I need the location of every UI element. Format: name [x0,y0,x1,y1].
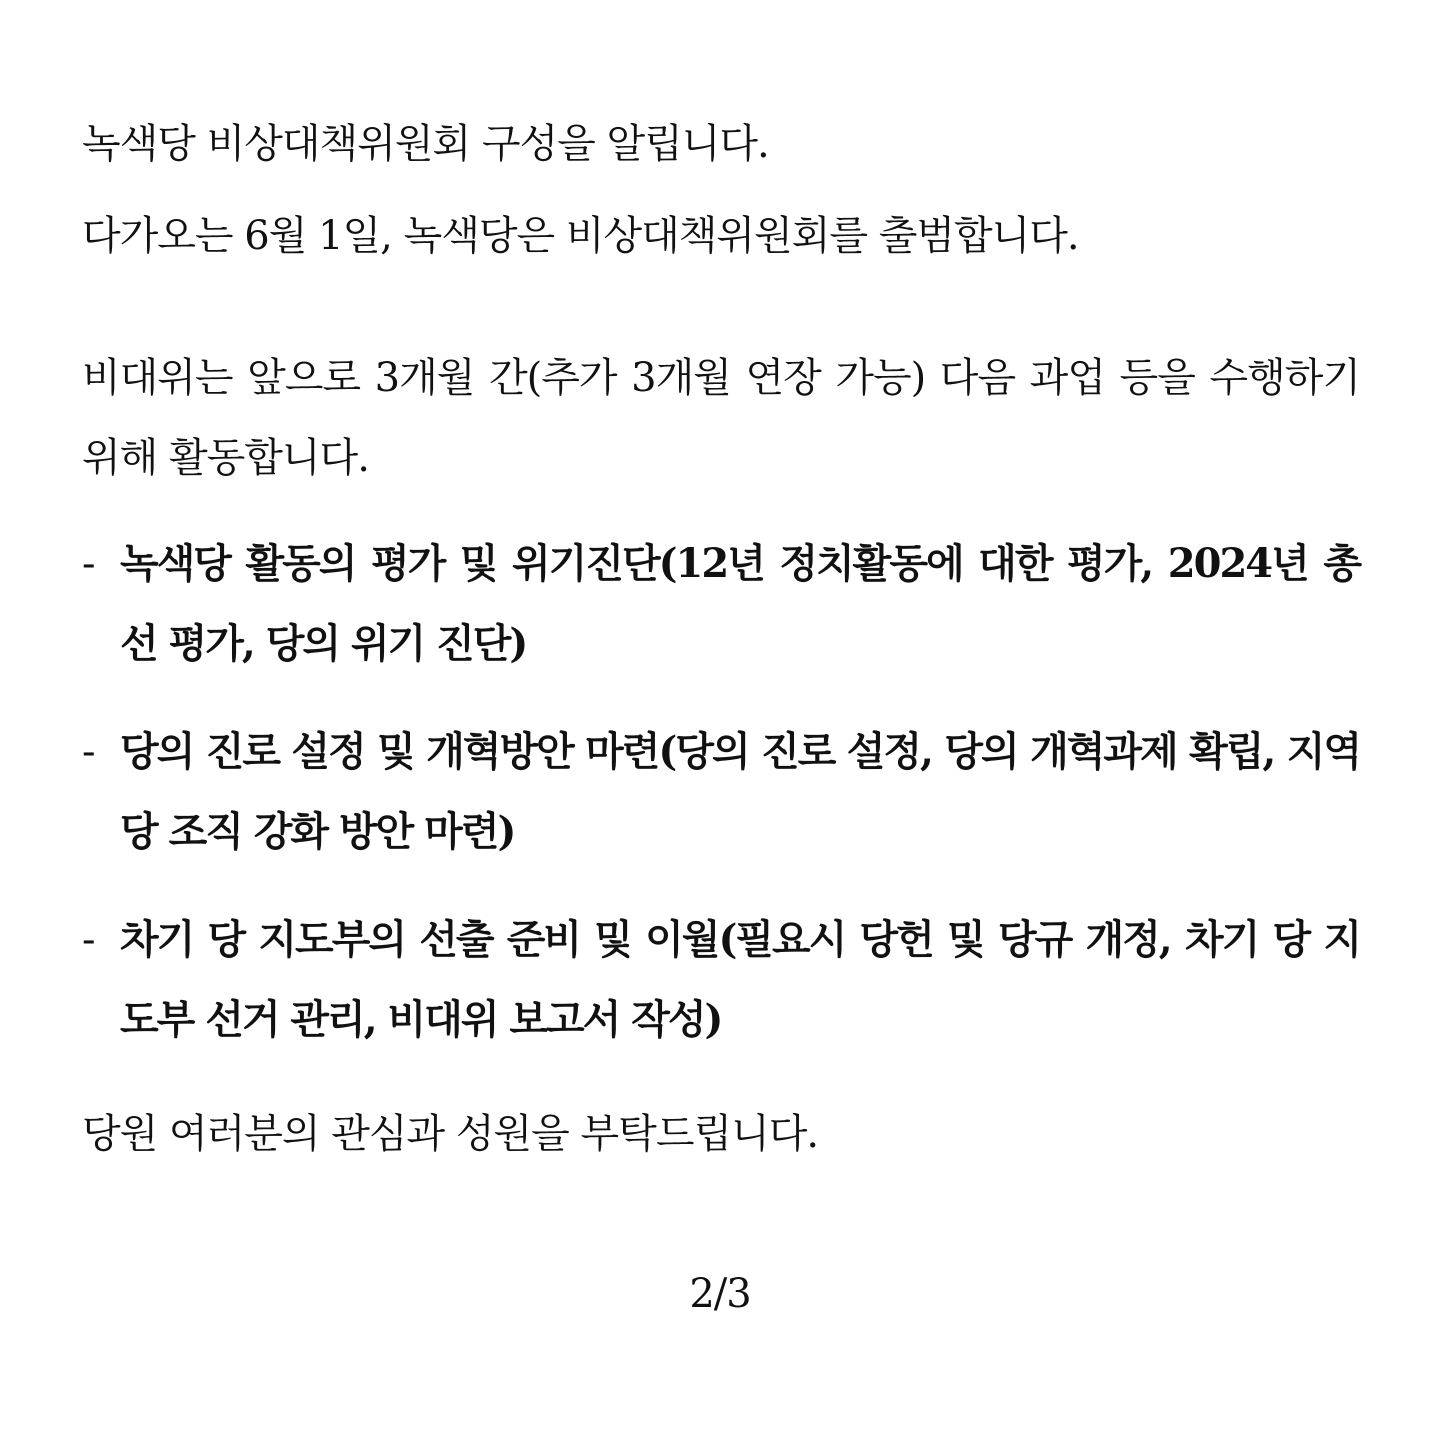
task-item-leadership [82,900,1360,1060]
launch-announcement: 다가오는 6월 1일, 녹색당은 비상대책위원회를 출범합니다. [82,213,1079,259]
notice-heading: 녹색당 비상대책위원회 구성을 알립니다. [82,121,769,167]
task-item-text: 차기 당 지도부의 선출 준비 및 이월(필요시 당헌 및 당규 개정, 차기 당 지도부 선거 관리, 비대위 보고서 작성) [120,916,1360,1043]
bullet-dash: - [82,541,94,587]
bullet-dash: - [82,917,94,963]
bullet-dash: - [82,729,94,775]
intro-paragraph: 비대위는 앞으로 3개월 간(추가 3개월 연장 가능) 다음 과업 등을 수행하기 위해 활동합니다. [82,355,1360,481]
notice-page [82,0,1360,1440]
page-number: 2/3 [689,1271,751,1317]
task-item-text: 당의 진로 설정 및 개혁방안 마련(당의 진로 설정, 당의 개혁과제 확립, 지역당 조직 강화 방안 마련) [120,728,1360,855]
task-item-reform [82,712,1360,872]
task-item-text: 녹색당 활동의 평가 및 위기진단(12년 정치활동에 대한 평가, 2024년 총선 평가, 당의 위기 진단) [120,540,1360,667]
closing-message: 당원 여러분의 관심과 성원을 부탁드립니다. [82,1111,819,1157]
task-item-evaluation [82,524,1360,684]
